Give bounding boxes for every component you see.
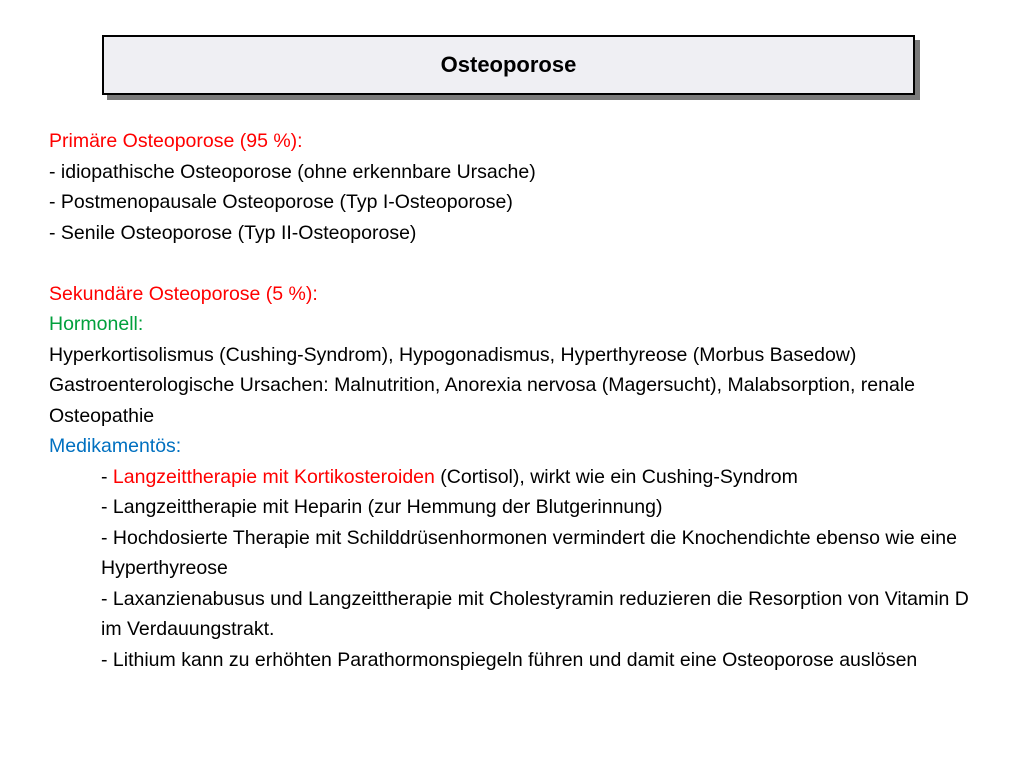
medication-item-rest: (Cortisol), wirkt wie ein Cushing-Syndrom bbox=[434, 465, 798, 488]
medication-item-laxatives: - Laxanzienabusus und Langzeittherapie mit Cholestyramin reduzieren die Resorption von Vitamin D im Verdauungstrakt. bbox=[101, 587, 969, 640]
gastro-text: Gastroenterologische Ursachen: Malnutrition, Anorexia nervosa (Magersucht), Malabsorption, renale Osteopathie bbox=[49, 374, 916, 427]
medication-item-corticosteroids bbox=[49, 462, 989, 493]
section-spacer bbox=[49, 248, 989, 279]
medication-item-lithium: - Lithium kann zu erhöhten Parathormonspiegeln führen und damit eine Osteoporose auslösen bbox=[101, 648, 918, 671]
medication-heading: Medikamentös: bbox=[49, 435, 182, 457]
page-title: Osteoporose bbox=[440, 52, 577, 77]
medication-item-thyroid: - Hochdosierte Therapie mit Schilddrüsenhormonen vermindert die Knochendichte ebenso wie eine Hyperthyreose bbox=[101, 526, 957, 579]
primary-item-idiopathic: - idiopathische Osteoporose (ohne erkennbare Ursache) bbox=[49, 160, 536, 183]
hormonal-text: Hyperkortisolismus (Cushing-Syndrom), Hypogonadismus, Hyperthyreose (Morbus Basedow) bbox=[49, 343, 857, 366]
hormonal-heading: Hormonell: bbox=[49, 313, 144, 335]
corticosteroid-highlight: Langzeittherapie mit Kortikosteroiden bbox=[112, 465, 435, 488]
primary-item-postmenopausal: - Postmenopausale Osteoporose (Typ I-Osteoporose) bbox=[49, 191, 513, 213]
slide-content bbox=[49, 126, 989, 675]
primary-item-senile: - Senile Osteoporose (Typ II-Osteoporose) bbox=[49, 221, 417, 244]
secondary-heading: Sekundäre Osteoporose (5 %): bbox=[49, 282, 318, 305]
title-box bbox=[102, 35, 915, 95]
medication-item-heparin: - Langzeittherapie mit Heparin (zur Hemmung der Blutgerinnung) bbox=[101, 496, 663, 518]
primary-heading: Primäre Osteoporose (95 %): bbox=[49, 130, 303, 152]
medication-item-prefix: - bbox=[101, 465, 113, 488]
